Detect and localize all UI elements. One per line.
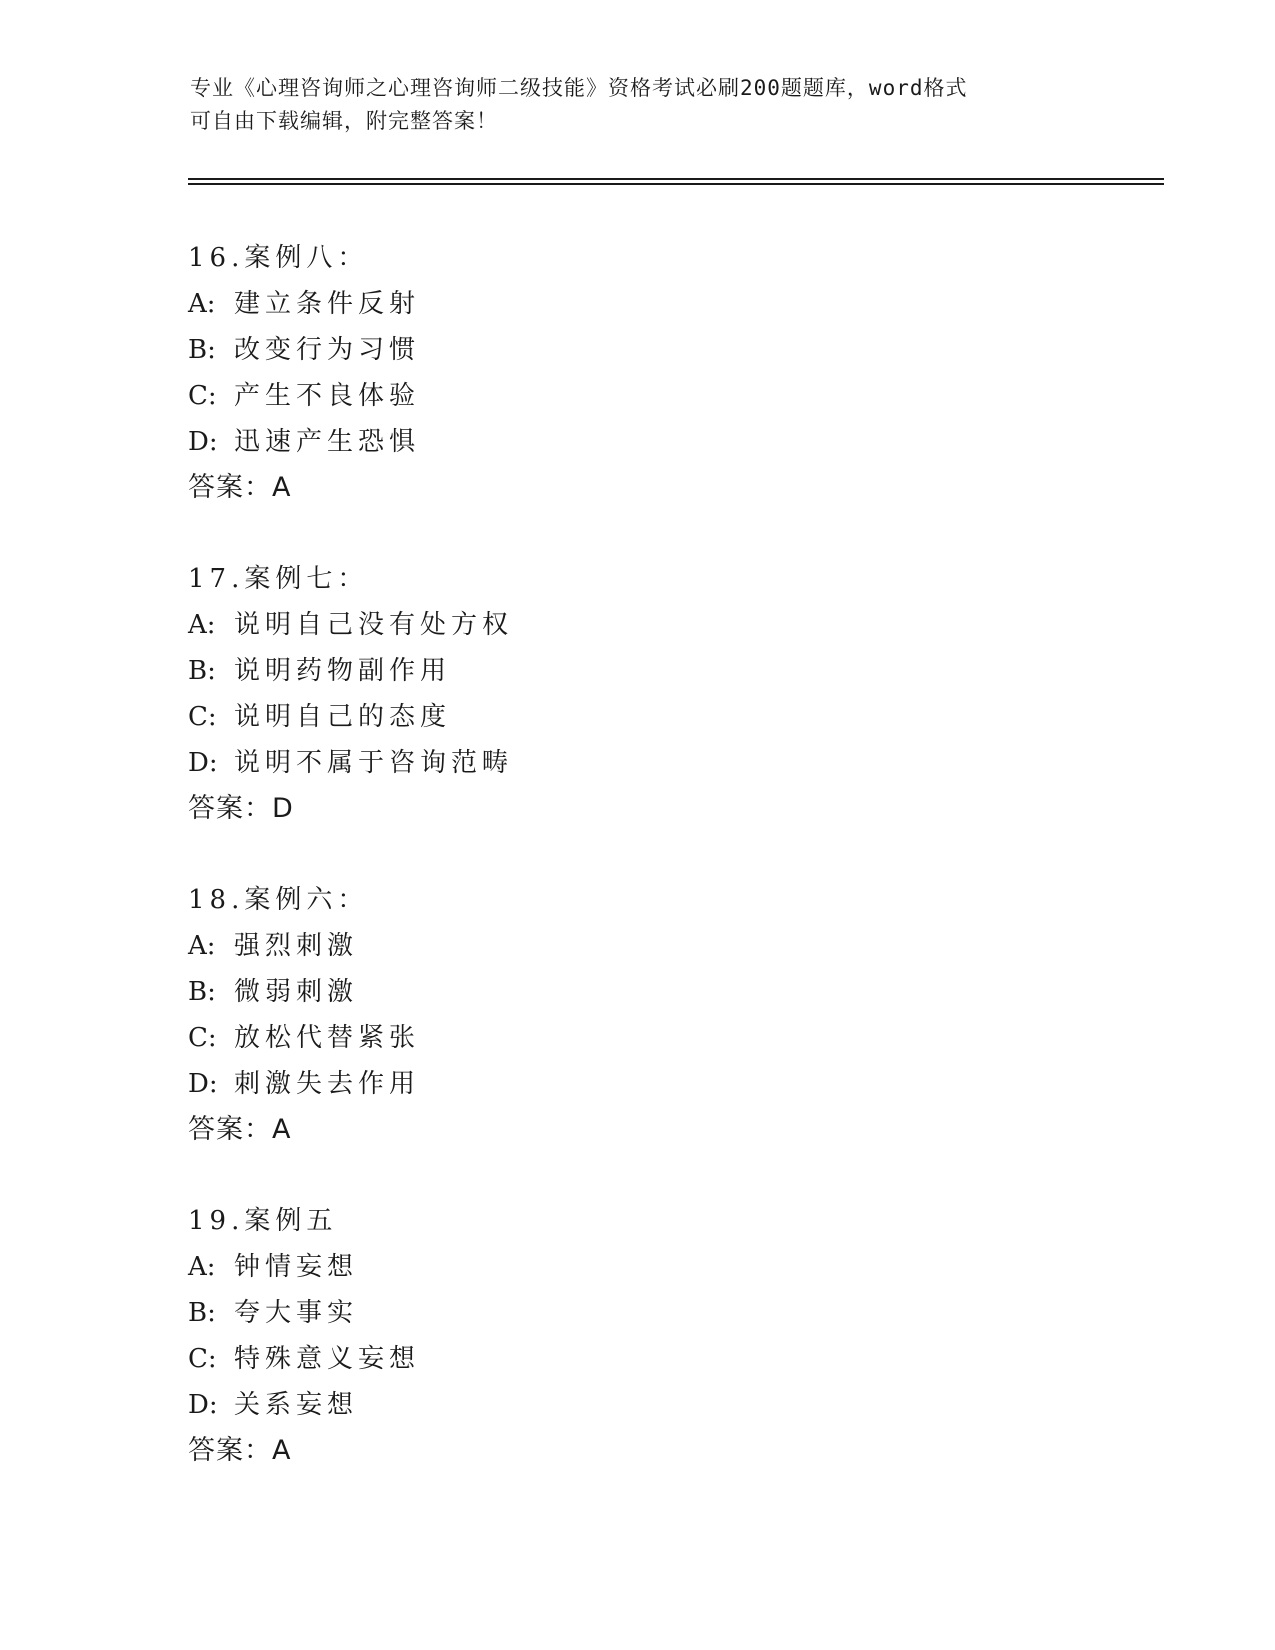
- option-text: 放松代替紧张: [234, 1023, 421, 1053]
- option-b: [188, 327, 1088, 373]
- option-letter: B:: [188, 335, 216, 365]
- option-text: 夸大事实: [234, 1298, 359, 1328]
- option-letter: D:: [188, 748, 218, 778]
- option-text: 强烈刺激: [234, 931, 359, 961]
- option-text: 关系妄想: [234, 1390, 359, 1420]
- option-letter: B:: [188, 1298, 216, 1328]
- option-c: [188, 373, 1088, 419]
- option-d: [188, 419, 1088, 465]
- document-header: [190, 72, 1090, 138]
- question-title: 16.案例八：: [188, 243, 369, 273]
- option-letter: B:: [188, 977, 216, 1007]
- option-letter: D:: [188, 1069, 218, 1099]
- option-d: [188, 1382, 1088, 1428]
- option-c: [188, 694, 1088, 740]
- option-text: 建立条件反射: [234, 289, 421, 319]
- option-a: [188, 602, 1088, 648]
- option-text: 说明不属于咨询范畴: [234, 748, 514, 778]
- header-line-2: 可自由下载编辑，附完整答案！: [190, 109, 498, 133]
- option-letter: C:: [188, 702, 217, 732]
- header-divider-bottom: [188, 183, 1164, 185]
- option-letter: A:: [188, 1252, 216, 1282]
- question-19: [188, 1198, 1088, 1474]
- option-text: 特殊意义妄想: [234, 1344, 421, 1374]
- question-18: [188, 877, 1088, 1153]
- option-d: [188, 1061, 1088, 1107]
- option-text: 钟情妄想: [234, 1252, 359, 1282]
- option-c: [188, 1015, 1088, 1061]
- option-letter: D:: [188, 427, 218, 457]
- option-letter: A:: [188, 931, 216, 961]
- option-a: [188, 1244, 1088, 1290]
- option-text: 迅速产生恐惧: [234, 427, 421, 457]
- option-text: 说明自己没有处方权: [234, 610, 514, 640]
- option-letter: B:: [188, 656, 216, 686]
- option-c: [188, 1336, 1088, 1382]
- option-letter: C:: [188, 1023, 217, 1053]
- header-divider-top: [188, 178, 1164, 180]
- option-letter: C:: [188, 381, 217, 411]
- option-b: [188, 1290, 1088, 1336]
- option-text: 产生不良体验: [234, 381, 421, 411]
- option-text: 说明自己的态度: [234, 702, 452, 732]
- option-a: [188, 281, 1088, 327]
- question-17: [188, 556, 1088, 832]
- option-text: 刺激失去作用: [234, 1069, 421, 1099]
- option-d: [188, 740, 1088, 786]
- answer-line: 答案：D: [188, 793, 294, 824]
- question-title: 17.案例七：: [188, 564, 369, 594]
- answer-line: 答案：A: [188, 1114, 292, 1145]
- header-line-1: 专业《心理咨询师之心理咨询师二级技能》资格考试必刷200题题库，word格式: [190, 76, 968, 100]
- option-text: 改变行为习惯: [234, 335, 421, 365]
- answer-line: 答案：A: [188, 472, 292, 503]
- option-b: [188, 969, 1088, 1015]
- option-b: [188, 648, 1088, 694]
- answer-line: 答案：A: [188, 1435, 292, 1466]
- option-letter: C:: [188, 1344, 217, 1374]
- question-16: [188, 235, 1088, 511]
- question-title: 18.案例六：: [188, 885, 369, 915]
- option-text: 说明药物副作用: [234, 656, 452, 686]
- option-letter: A:: [188, 610, 216, 640]
- option-letter: D:: [188, 1390, 218, 1420]
- option-text: 微弱刺激: [234, 977, 359, 1007]
- question-title: 19.案例五: [188, 1206, 338, 1236]
- option-a: [188, 923, 1088, 969]
- option-letter: A:: [188, 289, 216, 319]
